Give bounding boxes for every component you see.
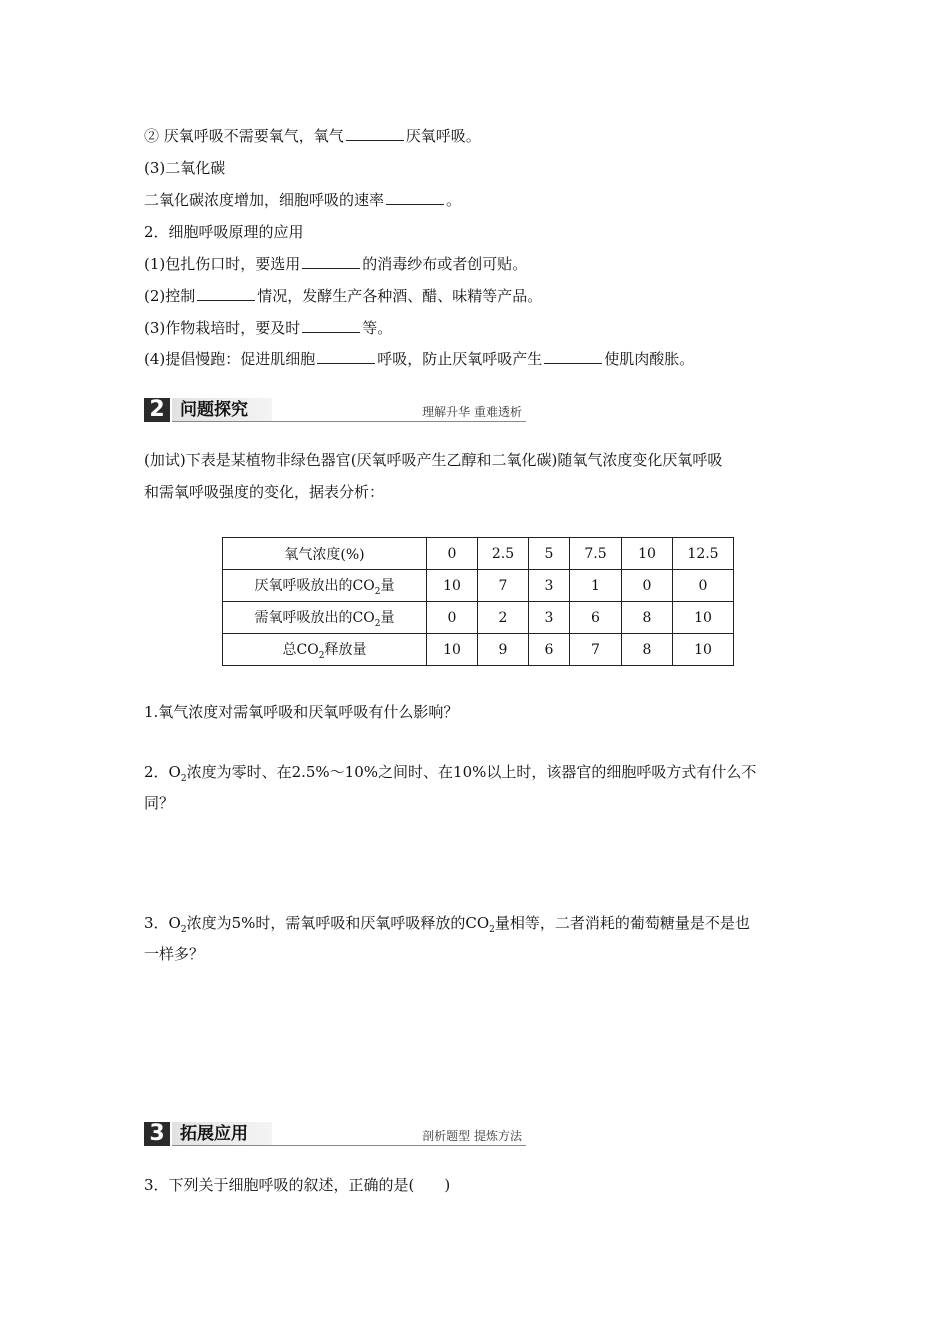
section-rule (172, 421, 526, 422)
text: 浓度为5%时，需氧呼吸和厌氧呼吸释放的CO (186, 914, 490, 932)
table-header-cell: 12.5 (673, 538, 734, 570)
text-line-co2-heading (144, 158, 225, 178)
subscript: 2 (180, 774, 187, 784)
section-subtitle: 理解升华 重难透析 (422, 405, 522, 419)
text: (1)包扎伤口时，要选用 (144, 255, 301, 273)
text: 量相等，二者消耗的葡萄糖量是不是也 (494, 914, 750, 932)
text-line-anaerobic-oxygen (144, 126, 481, 146)
question-2-line-1 (144, 762, 756, 789)
text: 1.氧气浓度对需氧呼吸和厌氧呼吸有什么影响？ (144, 703, 459, 721)
table-header-cell: 0 (427, 538, 478, 570)
text: 的消毒纱布或者创可贴。 (362, 255, 528, 273)
fill-blank (302, 254, 360, 269)
section-header-extended-application (144, 1122, 526, 1144)
table-cell: 0 (622, 570, 673, 602)
oxygen-respiration-table (222, 537, 734, 666)
text: 2．O (144, 763, 181, 781)
table-cell: 9 (478, 634, 529, 666)
text-line-co2-rate (144, 190, 461, 210)
text-line-cultivation (144, 318, 392, 338)
text: (3)作物栽培时，要及时 (144, 319, 301, 337)
text: 情况，发酵生产各种酒、醋、味精等产品。 (257, 287, 543, 305)
question-3-line-1 (144, 913, 750, 940)
text: 浓度为零时、在2.5%～10%之间时、在10%以上时，该器官的细胞呼吸方式有什么不 (186, 763, 757, 781)
text: 3．O (144, 914, 181, 932)
text: (2)控制 (144, 287, 196, 305)
text: 二氧化碳浓度增加，细胞呼吸的速率 (144, 191, 385, 209)
table-cell: 10 (427, 634, 478, 666)
text: 呼吸，防止厌氧呼吸产生 (377, 350, 543, 368)
intro-paragraph-line-2 (144, 482, 384, 502)
table-cell: 10 (427, 570, 478, 602)
table-cell: 8 (622, 602, 673, 634)
fill-blank (302, 318, 360, 333)
text-line-application-heading (144, 222, 304, 242)
text: 3．下列关于细胞呼吸的叙述，正确的是( ) (144, 1176, 451, 1194)
fill-blank (197, 286, 255, 301)
intro-paragraph-line-1 (144, 450, 722, 470)
table-header-cell: 5 (529, 538, 570, 570)
table-header-cell: 10 (622, 538, 673, 570)
table-cell: 1 (570, 570, 622, 602)
table-row-label: 厌氧呼吸放出的$CO_2$量 (223, 570, 427, 602)
text: (3)二氧化碳 (144, 159, 226, 177)
text: 同？ (144, 794, 175, 812)
subscript: 2 (489, 925, 495, 935)
table-cell: 2 (478, 602, 529, 634)
text: 等。 (362, 319, 393, 337)
table-cell: 6 (529, 634, 570, 666)
final-question (144, 1175, 450, 1195)
fill-blank (317, 349, 375, 364)
table-row (223, 634, 734, 666)
subscript: 2 (180, 925, 187, 935)
section-title: 问题探究 (180, 400, 248, 420)
table-header-cell: 2.5 (478, 538, 529, 570)
table-header-row (223, 538, 734, 570)
text-line-bandage (144, 254, 527, 274)
fill-blank (386, 190, 444, 205)
section-number: 3 (144, 1122, 170, 1146)
section-title: 拓展应用 (180, 1124, 248, 1144)
text: 和需氧呼吸强度的变化，据表分析： (144, 483, 385, 501)
table-cell: 3 (529, 602, 570, 634)
table-row-label: 需氧呼吸放出的$CO_2$量 (223, 602, 427, 634)
text: 。 (446, 191, 462, 209)
table-row-label: 总$CO_2$释放量 (223, 634, 427, 666)
text: 一样多？ (144, 945, 205, 963)
text: 厌氧呼吸。 (405, 127, 481, 145)
question-3-line-2 (144, 944, 204, 964)
question-2-line-2 (144, 793, 174, 813)
fill-blank (346, 126, 404, 141)
section-subtitle: 剖析题型 提炼方法 (422, 1129, 522, 1143)
table-row (223, 570, 734, 602)
table-cell: 8 (622, 634, 673, 666)
text: ② 厌氧呼吸不需要氧气，氧气 (144, 127, 344, 145)
table-cell: 7 (478, 570, 529, 602)
table-header-cell: 氧气浓度(%) (223, 538, 427, 570)
table-cell: 6 (570, 602, 622, 634)
section-rule (172, 1145, 526, 1146)
text: (4)提倡慢跑：促进肌细胞 (144, 350, 316, 368)
table-cell: 7 (570, 634, 622, 666)
text-line-jogging (144, 349, 694, 369)
table-header-cell: 7.5 (570, 538, 622, 570)
table-cell: 10 (673, 634, 734, 666)
fill-blank (544, 349, 602, 364)
section-header-problem-inquiry (144, 398, 526, 420)
table-cell: 3 (529, 570, 570, 602)
text: 2．细胞呼吸原理的应用 (144, 223, 304, 241)
text: (加试)下表是某植物非绿色器官(厌氧呼吸产生乙醇和二氧化碳)随氧气浓度变化厌氧呼吸 (144, 451, 723, 469)
question-1 (144, 702, 458, 722)
text-line-fermentation (144, 286, 542, 306)
table-cell: 0 (673, 570, 734, 602)
table-cell: 10 (673, 602, 734, 634)
table-row (223, 602, 734, 634)
table-cell: 0 (427, 602, 478, 634)
section-number: 2 (144, 398, 170, 422)
text: 使肌肉酸胀。 (604, 350, 695, 368)
